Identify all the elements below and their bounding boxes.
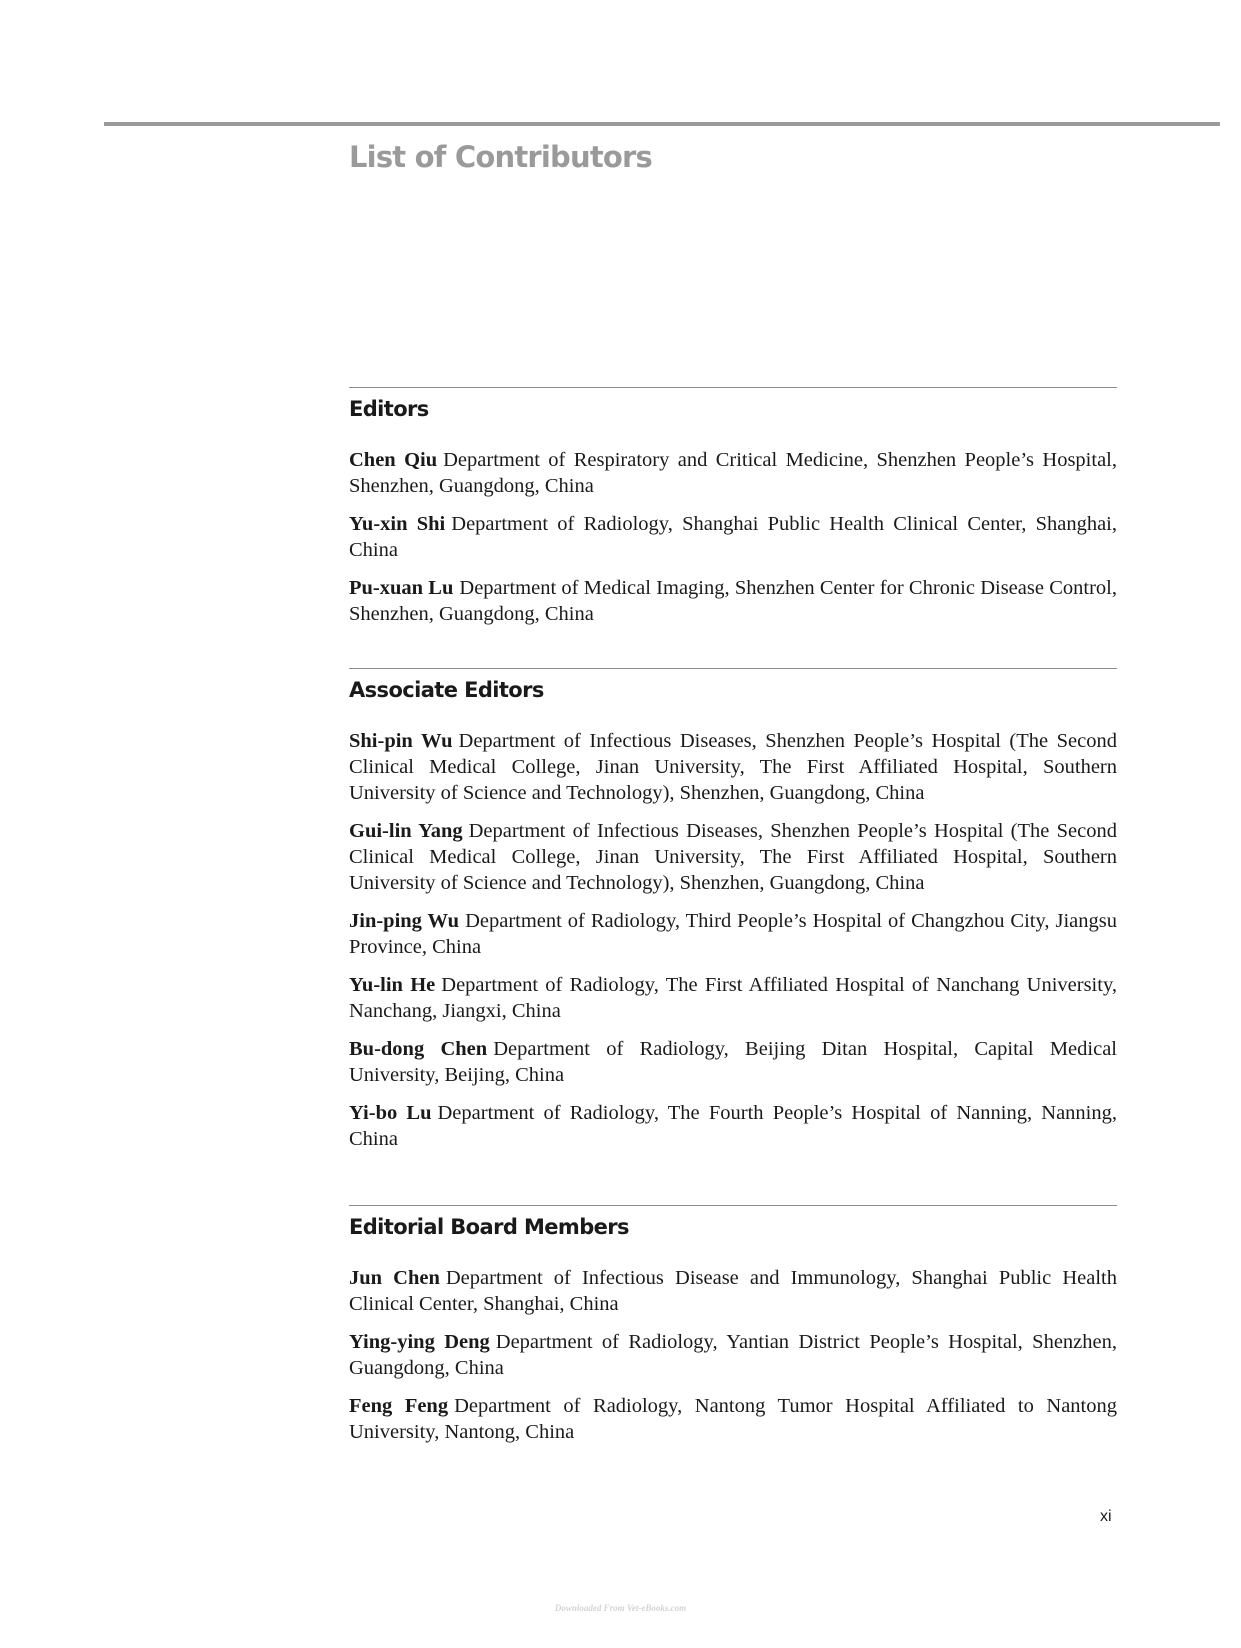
contributor-affiliation: Department of Infectious Diseases, Shenzhen People’s Hospital (The Second Clinical Medical College, Jinan University, The First Affiliated Hospital, Southern University of Science and Technology), Shenzhen, Guangdong, China (349, 820, 1117, 894)
section-divider (349, 1205, 1117, 1206)
watermark-text: Downloaded From Vet-eBooks.com (554, 1603, 687, 1613)
contributor-affiliation: Department of Infectious Diseases, Shenzhen People’s Hospital (The Second Clinical Medical College, Jinan University, The First Affiliated Hospital, Southern University of Science and Technology), Shenzhen, Guangdong, China (349, 730, 1118, 804)
top-rule (104, 122, 1220, 126)
contributor-name: Jin-ping Wu (349, 910, 460, 932)
page-title: List of Contributors (349, 140, 652, 174)
contributor-name: Shi-pin Wu (349, 730, 453, 752)
section-divider (349, 387, 1117, 388)
contributor-entry (349, 1265, 1117, 1317)
contributor-entry (349, 972, 1117, 1024)
contributor-entry (349, 1329, 1117, 1381)
contributor-name: Gui-lin Yang (349, 820, 463, 842)
contributor-entry (349, 511, 1117, 563)
contributor-list (349, 1265, 1117, 1445)
contributor-affiliation: Department of Radiology, Third People’s Hospital of Changzhou City, Jiangsu Province, China (349, 910, 1117, 958)
contributor-name: Yu-xin Shi (349, 513, 446, 535)
contributor-entry (349, 1036, 1117, 1088)
contributor-affiliation: Department of Radiology, Nantong Tumor Hospital Affiliated to Nantong University, Nantong, China (349, 1395, 1117, 1443)
contributor-affiliation: Department of Radiology, The First Affiliated Hospital of Nanchang University, Nanchang, Jiangxi, China (349, 974, 1117, 1022)
contributor-affiliation: Department of Radiology, Beijing Ditan Hospital, Capital Medical University, Beijing, China (349, 1038, 1117, 1086)
contributor-name: Ying-ying Deng (349, 1331, 490, 1353)
page-number: xi (1100, 1508, 1112, 1525)
contributor-entry (349, 1393, 1117, 1445)
contributor-affiliation: Department of Radiology, Yantian District People’s Hospital, Shenzhen, Guangdong, China (349, 1331, 1117, 1379)
contributor-entry (349, 908, 1117, 960)
contributor-entry (349, 447, 1117, 499)
contributor-entry (349, 575, 1117, 627)
section-editors (349, 387, 1117, 639)
section-heading: Associate Editors (349, 678, 544, 702)
contributor-name: Jun Chen (349, 1267, 440, 1289)
contributor-name: Bu-dong Chen (349, 1038, 488, 1060)
contributor-name: Yu-lin He (349, 974, 436, 996)
contributor-affiliation: Department of Respiratory and Critical Medicine, Shenzhen People’s Hospital, Shenzhen, Guangdong, China (349, 449, 1117, 497)
contributor-entry (349, 1100, 1117, 1152)
contributor-list (349, 447, 1117, 627)
section-divider (349, 668, 1117, 669)
contributor-name: Pu-xuan Lu (349, 577, 454, 599)
contributor-name: Yi-bo Lu (349, 1102, 432, 1124)
contributor-affiliation: Department of Infectious Disease and Immunology, Shanghai Public Health Clinical Center, Shanghai, China (349, 1267, 1117, 1315)
section-associate-editors (349, 668, 1117, 1164)
section-editorial-board-members (349, 1205, 1117, 1457)
contributor-entry (349, 818, 1117, 896)
contributor-list (349, 728, 1117, 1152)
contributor-affiliation: Department of Radiology, The Fourth People’s Hospital of Nanning, Nanning, China (349, 1102, 1117, 1150)
contributor-entry (349, 728, 1117, 806)
section-heading: Editorial Board Members (349, 1215, 629, 1239)
contributor-affiliation: Department of Medical Imaging, Shenzhen Center for Chronic Disease Control, Shenzhen, Guangdong, China (349, 577, 1117, 625)
contributor-affiliation: Department of Radiology, Shanghai Public Health Clinical Center, Shanghai, China (349, 513, 1117, 561)
section-heading: Editors (349, 397, 429, 421)
contributor-name: Feng Feng (349, 1395, 449, 1417)
contributor-name: Chen Qiu (349, 449, 438, 471)
